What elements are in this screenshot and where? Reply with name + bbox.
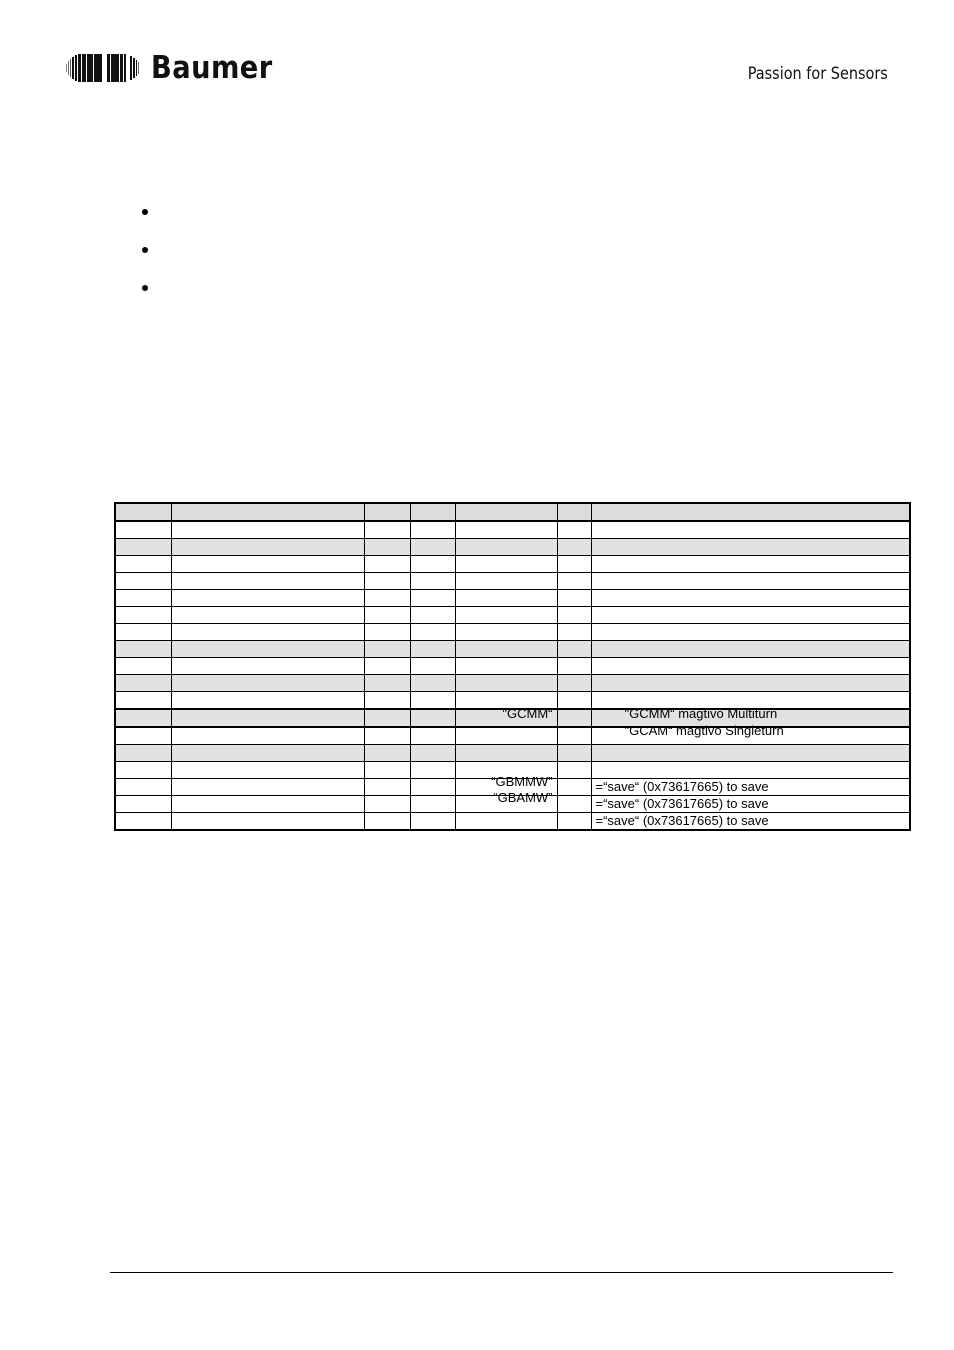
table-row-save — [115, 813, 910, 831]
table-row — [115, 641, 910, 658]
footer-rule — [110, 1272, 893, 1273]
baumer-logo — [66, 52, 289, 84]
type-code: “GBAMW” — [493, 790, 553, 805]
parameter-table — [114, 502, 911, 831]
table-row — [115, 607, 910, 624]
table-row-device-type — [115, 658, 910, 675]
table-row — [115, 539, 910, 556]
table-row — [115, 745, 910, 762]
bullet-icon — [142, 209, 148, 215]
type-code: "GCMM“ — [502, 706, 553, 721]
device-type-descriptions — [596, 658, 906, 738]
type-description: "GCMM“ magtivo Multiturn — [624, 706, 778, 721]
table-row — [115, 624, 910, 641]
bullet-icon — [142, 247, 148, 253]
table-row — [115, 727, 910, 745]
baumer-bars-icon — [66, 54, 139, 82]
table-row — [115, 556, 910, 573]
save-instruction: =“save“ (0x73617665) to save — [591, 813, 910, 831]
tagline: Passion for Sensors — [747, 64, 888, 84]
table-row — [115, 573, 910, 590]
table-header-row — [115, 503, 910, 521]
brand-name: Baumer — [151, 50, 273, 86]
save-instruction: =“save“ (0x73617665) to save — [591, 796, 910, 813]
table-row — [115, 675, 910, 692]
save-instruction: =“save“ (0x73617665) to save — [591, 779, 910, 796]
table-row — [115, 521, 910, 539]
type-description: "GCAM“ magtivo Singleturn — [624, 723, 784, 738]
bullet-icon — [142, 285, 148, 291]
device-type-values — [460, 658, 553, 805]
table-row — [115, 590, 910, 607]
type-code: “GBMMW” — [491, 774, 553, 789]
